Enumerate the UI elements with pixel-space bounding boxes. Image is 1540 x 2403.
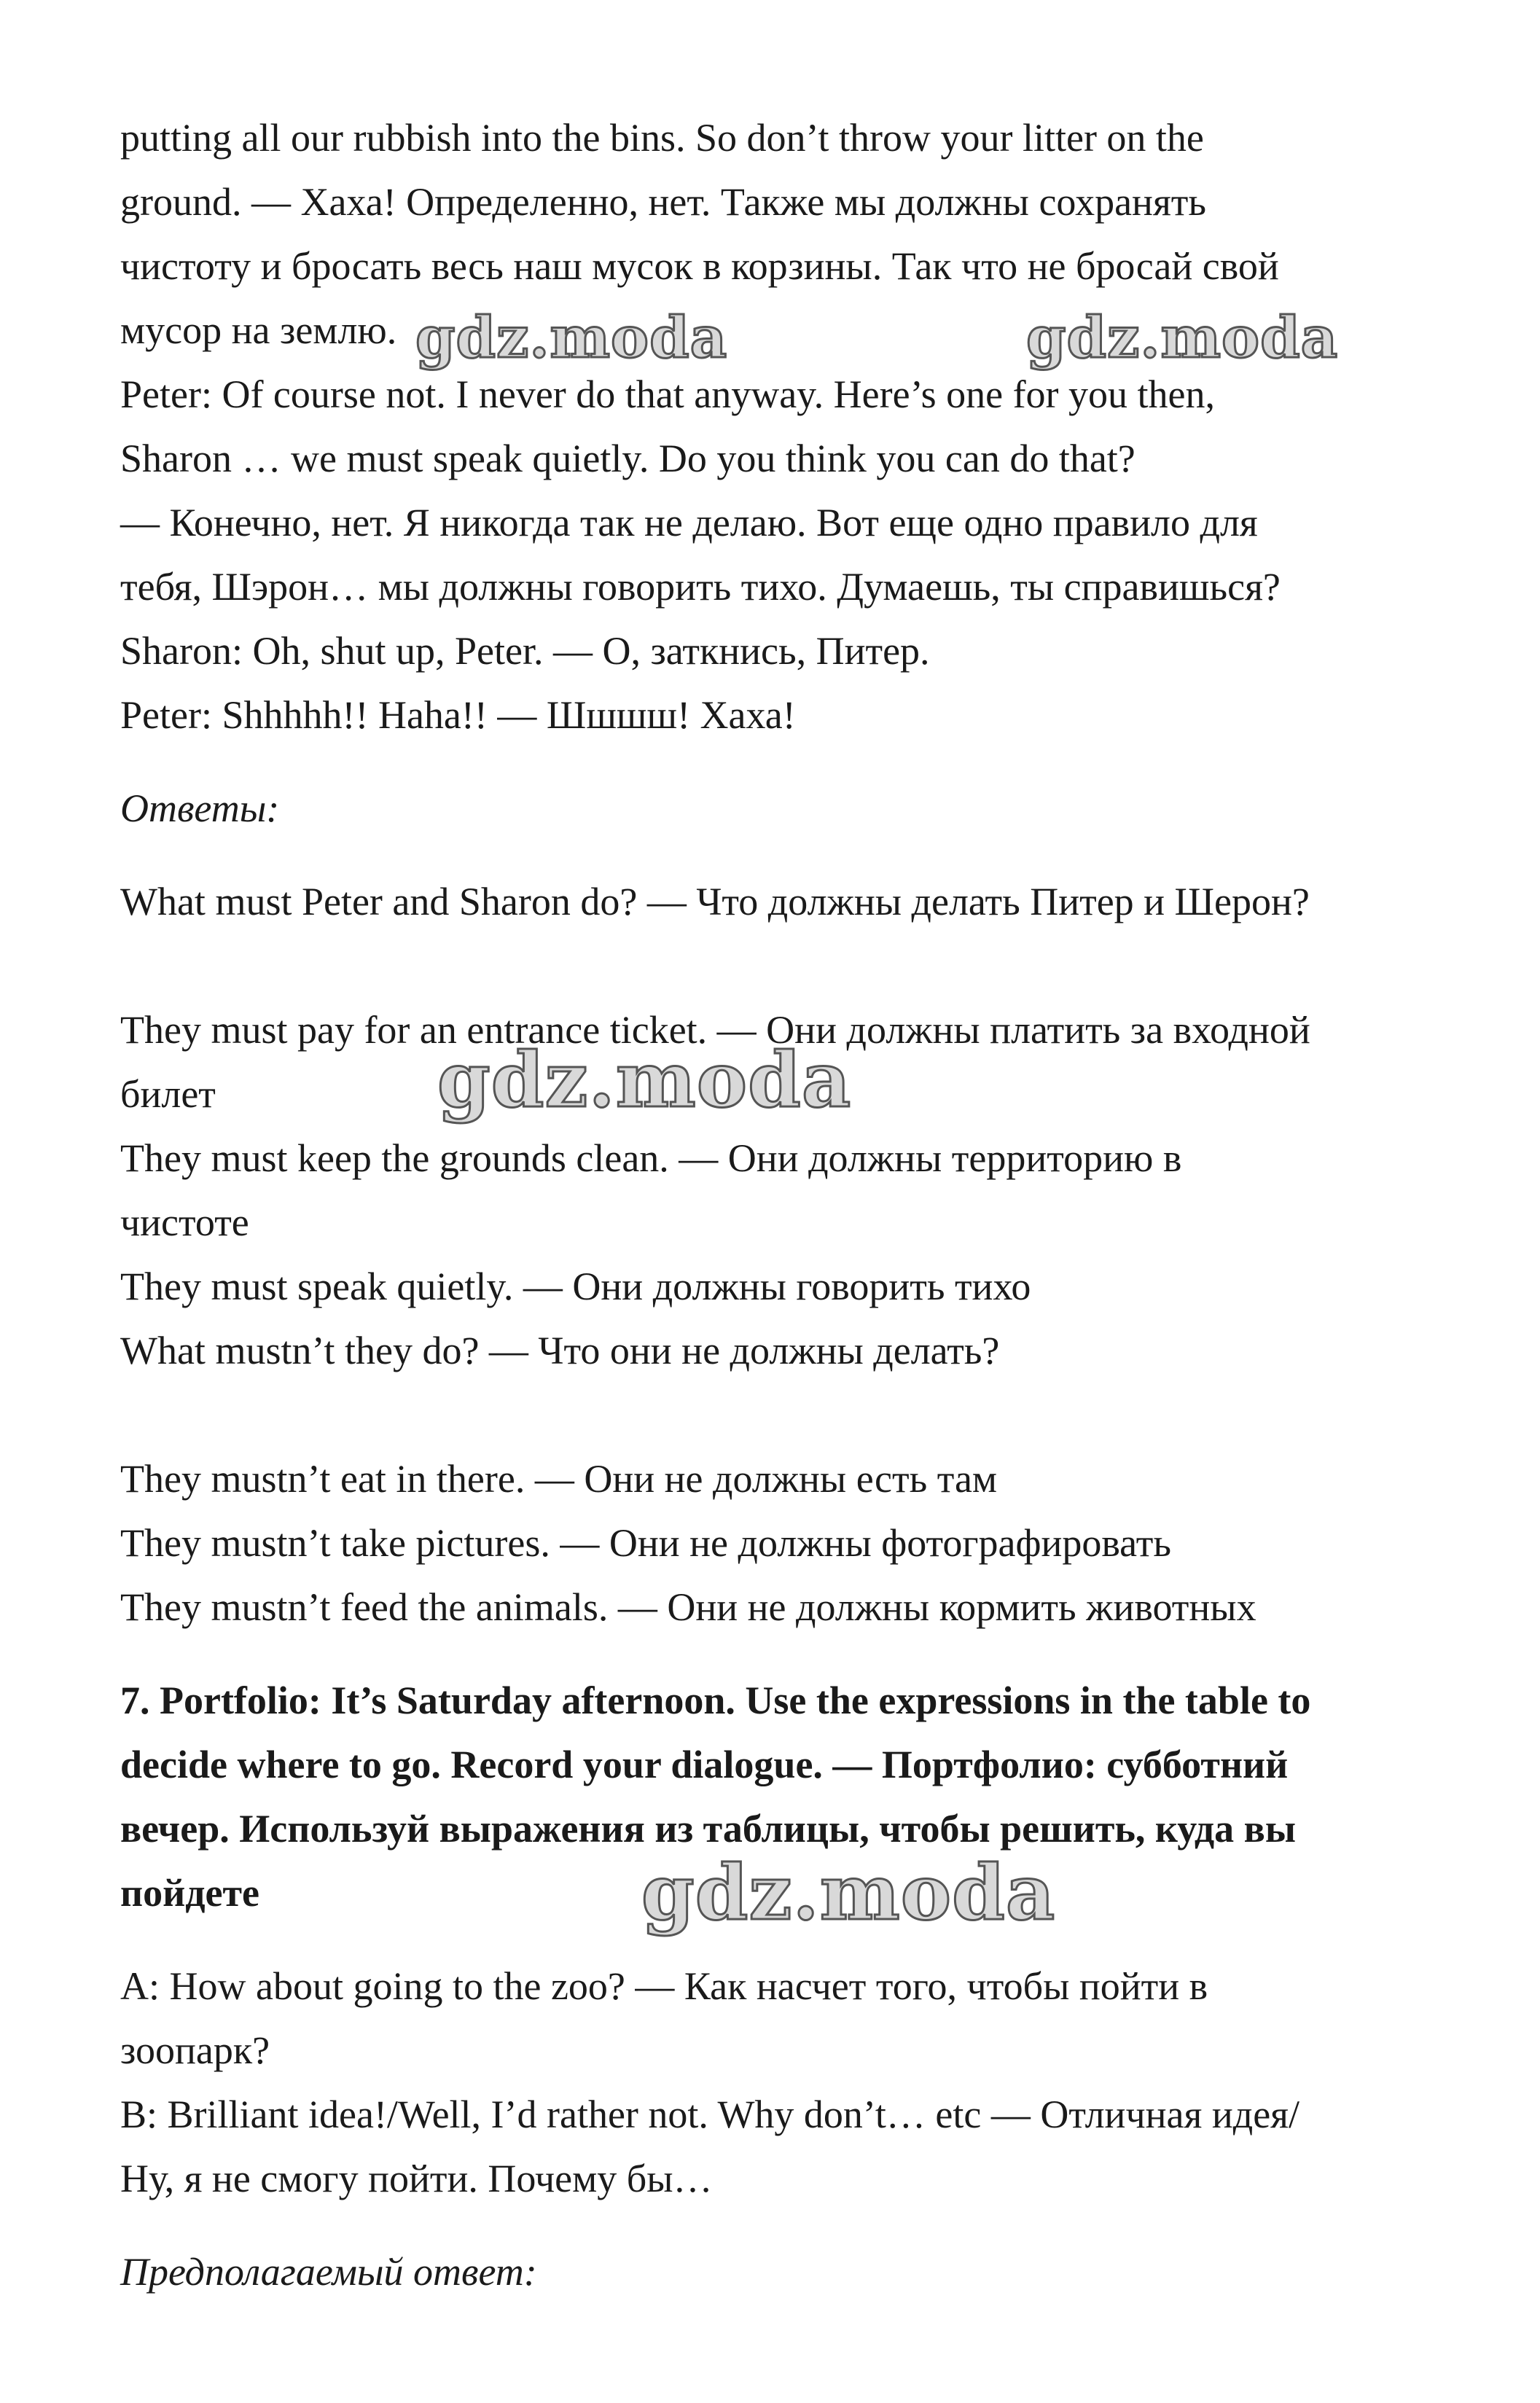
dialogue-line: зоопарк?: [120, 2028, 270, 2072]
body-line: Peter: Of course not. I never do that anyway. Here’s one for you then,: [120, 372, 1216, 416]
question-must: What must Peter and Sharon do? — Что должны делать Питер и Шерон?: [120, 880, 1310, 923]
answer-line: They must pay for an entrance ticket. — Они должны платить за входной: [120, 1008, 1310, 1052]
question-mustnt: What mustn’t they do? — Что они не должны делать?: [120, 1329, 1000, 1372]
answer-line: They mustn’t feed the animals. — Они не должны кормить животных: [120, 1585, 1256, 1629]
spacer: [120, 1639, 1447, 1668]
watermark: gdz.moda: [641, 1848, 1056, 1937]
watermark: gdz.moda: [437, 1035, 852, 1125]
dialogue-line: Ну, я не смогу пойти. Почему бы…: [120, 2157, 713, 2200]
suggested-answer-heading: Предполагаемый ответ:: [120, 2250, 537, 2294]
document-page: [120, 106, 1447, 2304]
body-line: Sharon … we must speak quietly. Do you think you can do that?: [120, 437, 1136, 480]
spacer: [120, 840, 1447, 870]
watermark: gdz.moda: [415, 305, 728, 371]
body-line: ground. — Хаха! Определенно, нет. Также мы должны сохранять: [120, 180, 1207, 224]
answer-line: They must speak quietly. — Они должны говорить тихо: [120, 1265, 1031, 1308]
body-line: — Конечно, нет. Я никогда так не делаю. Вот еще одно правило для: [120, 501, 1258, 544]
task-heading-line: 7. Portfolio: It’s Saturday afternoon. Use the expressions in the table to: [120, 1679, 1311, 1722]
watermark: gdz.moda: [1026, 305, 1339, 371]
spacer: [120, 934, 1447, 998]
answer-line: чистоте: [120, 1200, 249, 1244]
task-heading-line: decide where to go. Record your dialogue. — Портфолио: субботний: [120, 1743, 1289, 1786]
body-line: чистоту и бросать весь наш мусок в корзины. Так что не бросай свой: [120, 244, 1279, 288]
answers-heading: Ответы:: [120, 786, 280, 830]
body-line: Sharon: Oh, shut up, Peter. — О, заткнись, Питер.: [120, 629, 930, 673]
task-heading-line: вечер. Используй выражения из таблицы, чтобы решить, куда вы: [120, 1807, 1296, 1851]
answer-line: They mustn’t take pictures. — Они не должны фотографировать: [120, 1521, 1171, 1565]
answer-line: They must keep the grounds clean. — Они должны территорию в: [120, 1136, 1182, 1180]
spacer: [120, 1383, 1447, 1447]
dialogue-line: B: Brilliant idea!/Well, I’d rather not. Why don’t… etc — Отличная идея/: [120, 2093, 1299, 2136]
body-line: putting all our rubbish into the bins. So don’t throw your litter on the: [120, 116, 1204, 160]
task-heading-line: пойдете: [120, 1871, 260, 1915]
body-line: Peter: Shhhhh!! Haha!! — Шшшш! Хаха!: [120, 693, 796, 737]
body-line: мусор на землю.: [120, 308, 397, 352]
answer-line: They mustn’t eat in there. — Они не должны есть там: [120, 1457, 998, 1501]
dialogue-line: A: How about going to the zoo? — Как насчет того, чтобы пойти в: [120, 1964, 1208, 2008]
spacer: [120, 747, 1447, 776]
body-line: тебя, Шэрон… мы должны говорить тихо. Думаешь, ты справишься?: [120, 565, 1281, 609]
answer-line: билет: [120, 1072, 216, 1116]
spacer: [120, 2211, 1447, 2240]
